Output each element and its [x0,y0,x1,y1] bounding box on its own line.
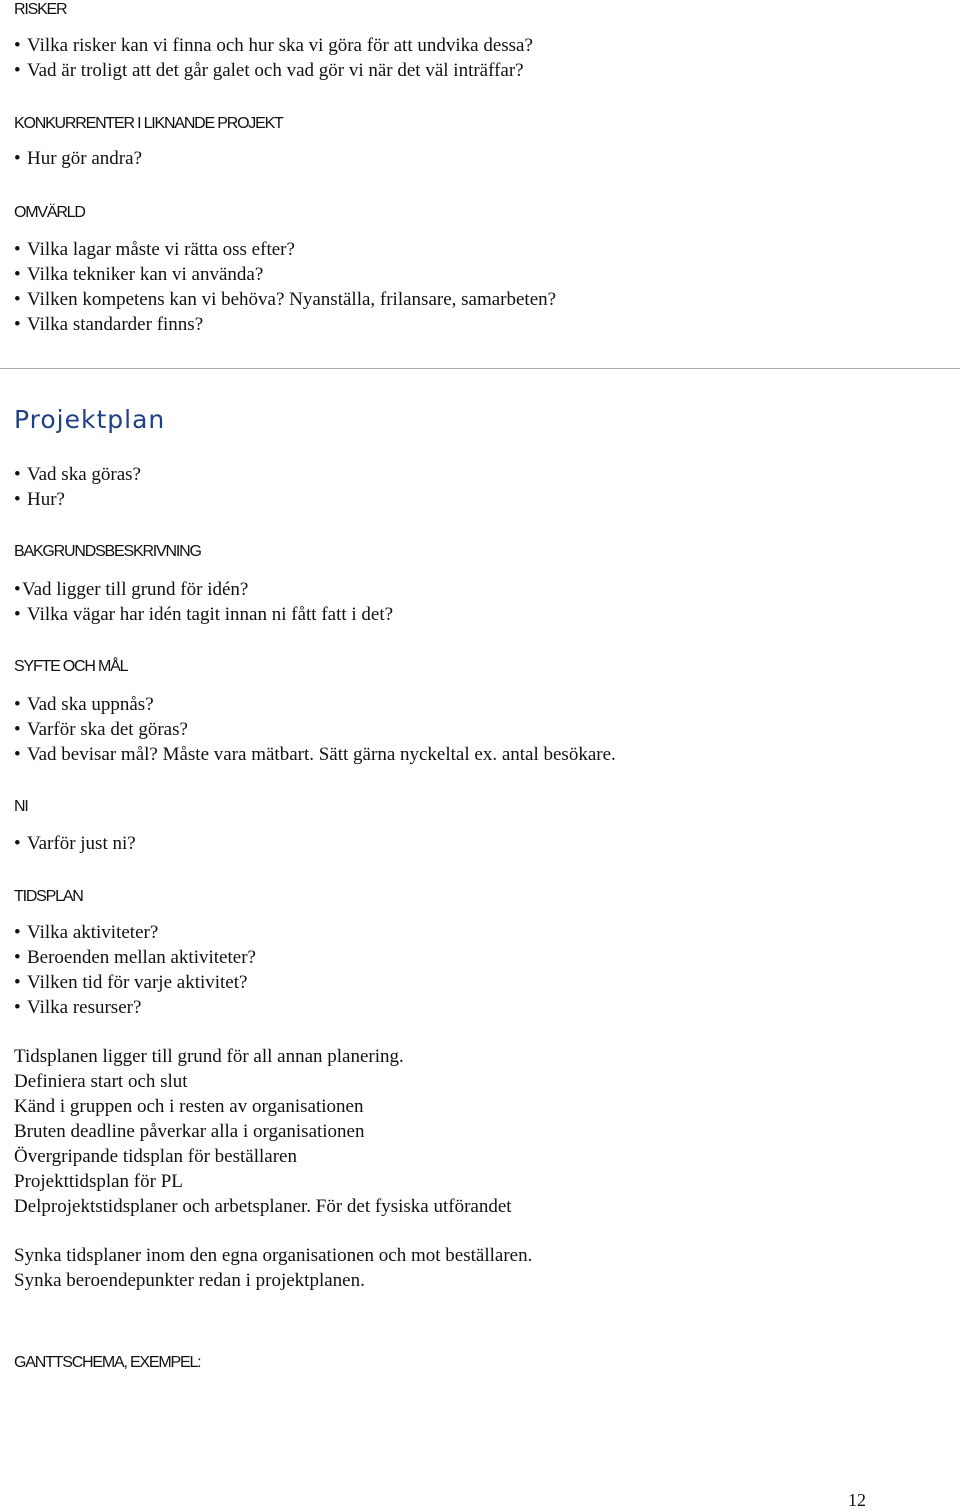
list-item: • Vad ska göras? [14,462,141,487]
section-divider [0,368,960,369]
section-title-konkurrenter: KONKURRENTER I LIKNANDE PROJEKT [14,115,283,132]
list-item: • Varför ska det göras? [14,717,616,742]
page-number: 12 [848,1490,866,1510]
list-item: • Vilken tid för varje aktivitet? [14,970,256,995]
list-item: • Vad är troligt att det går galet och vad gör vi när det väl inträffar? [14,58,533,83]
section-title-bakgrund: BAKGRUNDSBESKRIVNING [14,543,201,560]
text-line: Övergripande tidsplan för beställaren [14,1146,297,1167]
section-title-tidsplan: TIDSPLAN [14,888,83,905]
list-item: • Beroenden mellan aktiviteter? [14,945,256,970]
list-item: • Vilka vägar har idén tagit innan ni fått fatt i det? [14,602,393,627]
list-item: • Vilka lagar måste vi rätta oss efter? [14,237,556,262]
tidsplan-list [14,920,256,1020]
text-line: Projekttidsplan för PL [14,1171,183,1192]
ni-list [14,831,136,856]
tidsplan-paragraph-1 [14,1044,512,1219]
list-item: • Vad ligger till grund för idén? [14,577,393,602]
tidsplan-paragraph-2 [14,1243,532,1293]
section-title-omvarld: OMVÄRLD [14,204,85,221]
konkurrenter-list [14,146,142,171]
text-line: Delprojektstidsplaner och arbetsplaner. För det fysiska utförandet [14,1196,512,1217]
list-item: • Vilka aktiviteter? [14,920,256,945]
list-item: • Vilka standarder finns? [14,312,556,337]
list-item: • Hur gör andra? [14,146,142,171]
section-title-ni: NI [14,798,28,815]
text-line: Definiera start och slut [14,1071,188,1092]
page-heading-projektplan: Projektplan [14,405,166,434]
text-line: Känd i gruppen och i resten av organisationen [14,1096,364,1117]
text-line: Tidsplanen ligger till grund för all annan planering. [14,1046,404,1067]
section-title-syfte: SYFTE OCH MÅL [14,658,128,675]
syfte-list [14,692,616,767]
projektplan-list [14,462,141,512]
list-item: • Vad ska uppnås? [14,692,616,717]
list-item: • Vilka tekniker kan vi använda? [14,262,556,287]
omvarld-list [14,237,556,337]
risker-list [14,33,533,83]
section-title-gantt: GANTTSCHEMA, EXEMPEL: [14,1354,201,1371]
text-line: Bruten deadline påverkar alla i organisationen [14,1121,365,1142]
section-title-risker: RISKER [14,1,67,18]
list-item: • Varför just ni? [14,831,136,856]
text-line: Synka tidsplaner inom den egna organisationen och mot beställaren. [14,1245,533,1266]
list-item: • Vad bevisar mål? Måste vara mätbart. Sätt gärna nyckeltal ex. antal besökare. [14,742,616,767]
bakgrund-list [14,577,393,627]
list-item: • Vilka risker kan vi finna och hur ska vi göra för att undvika dessa? [14,33,533,58]
list-item: • Vilken kompetens kan vi behöva? Nyanställa, frilansare, samarbeten? [14,287,556,312]
text-line: Synka beroendepunkter redan i projektplanen. [14,1270,365,1291]
list-item: • Hur? [14,487,141,512]
list-item: • Vilka resurser? [14,995,256,1020]
